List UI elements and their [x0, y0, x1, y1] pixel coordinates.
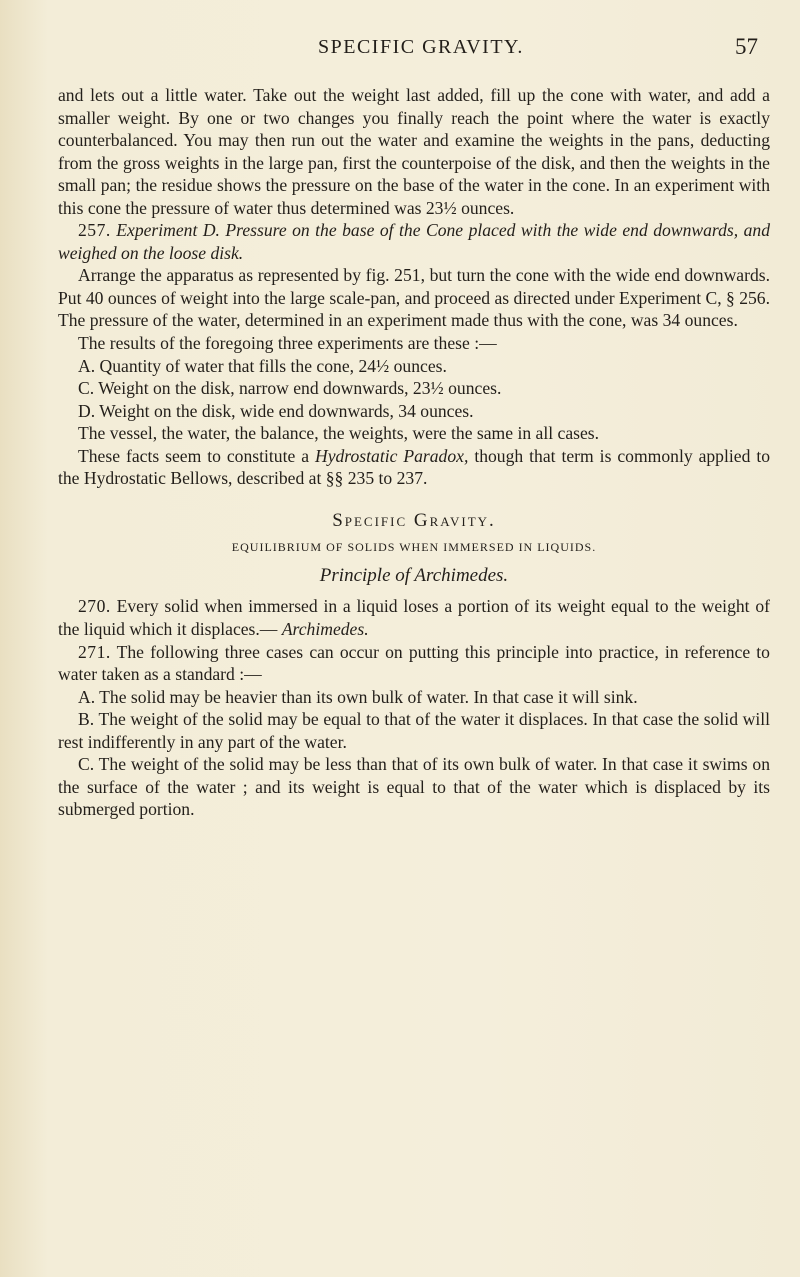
page-header — [0, 36, 800, 64]
result-c: C. Weight on the disk, narrow end downwards, 23½ ounces. — [78, 378, 502, 399]
archimedes-attribution: Archimedes. — [281, 619, 369, 640]
paradox-text-post: though that term is commonly applied to the Hydrostatic Bellows, described at §§ 235 to 237. — [58, 445, 771, 489]
same-conditions-paragraph: The vessel, the water, the balance, the weights, were the same in all cases. — [78, 423, 600, 444]
paragraph-271-text: The following three cases can occur on putting this principle into practice, in reference to water taken as a standard :— — [58, 641, 770, 685]
section-number-257: 257. — [78, 220, 111, 241]
paragraph-270-text: Every solid when immersed in a liquid loses a portion of its weight equal to the weight of the liquid which it displaces.— — [58, 596, 770, 640]
paragraph-continuation: and lets out a little water. Take out the weight last added, fill up the cone with water, and add a smaller weight. By one or two changes you finally reach the point where the water is exactly counterbalanced. You may then run out the water and examine the weights in the pans, deducting from the gross weights in the large pan, first the counterpoise of the disk, and then the weights in the small pan; the residue shows the pressure on the base of the water in the cone. In an experiment with this cone the pressure of water thus determined was 23½ ounces. — [58, 85, 770, 218]
results-intro: The results of the foregoing three experiments are these :— — [78, 333, 497, 354]
case-c: C. The weight of the solid may be less than that of its own bulk of water. In that case it swims on the surface of the water ; and its weight is equal to that of the water which is displaced by its submerged portion. — [58, 754, 770, 820]
case-b: B. The weight of the solid may be equal to that of the water it displaces. In that case the solid will rest indifferently in any part of the water. — [58, 709, 770, 752]
page-number: 57 — [735, 34, 758, 59]
result-a: A. Quantity of water that fills the cone, 24½ ounces. — [78, 355, 447, 376]
page-body — [58, 84, 770, 821]
section-number-270: 270. — [78, 596, 111, 617]
principle-title: Principle of Archimedes. — [319, 564, 509, 586]
paradox-text-pre: These facts seem to constitute a — [78, 445, 315, 466]
paragraph-271 — [58, 641, 770, 686]
paradox-paragraph — [58, 445, 770, 490]
section-subtitle: EQUILIBRIUM OF SOLIDS WHEN IMMERSED IN LIQUIDS. — [231, 540, 597, 555]
paradox-term: Hydrostatic Paradox, — [315, 445, 469, 466]
section-title: Specific Gravity. — [332, 509, 496, 531]
result-d: D. Weight on the disk, wide end downwards, 34 ounces. — [78, 400, 474, 421]
case-a: A. The solid may be heavier than its own bulk of water. In that case it will sink. — [78, 686, 638, 707]
paragraph-257-heading — [58, 219, 770, 264]
paragraph-270 — [58, 595, 770, 640]
paragraph-257-body: Arrange the apparatus as represented by fig. 251, but turn the cone with the wide end downwards. Put 40 ounces of weight into the large scale-pan, and proceed as directed under Experiment C, § 256. The pressure of the water, determined in an experiment made thus with the cone, was 34 ounces. — [58, 265, 771, 331]
running-head: SPECIFIC GRAVITY. — [318, 36, 524, 58]
section-number-271: 271. — [78, 641, 111, 662]
experiment-d-title: Experiment D. Pressure on the base of the Cone placed with the wide end downwards, and weighed on the loose disk. — [58, 220, 770, 263]
